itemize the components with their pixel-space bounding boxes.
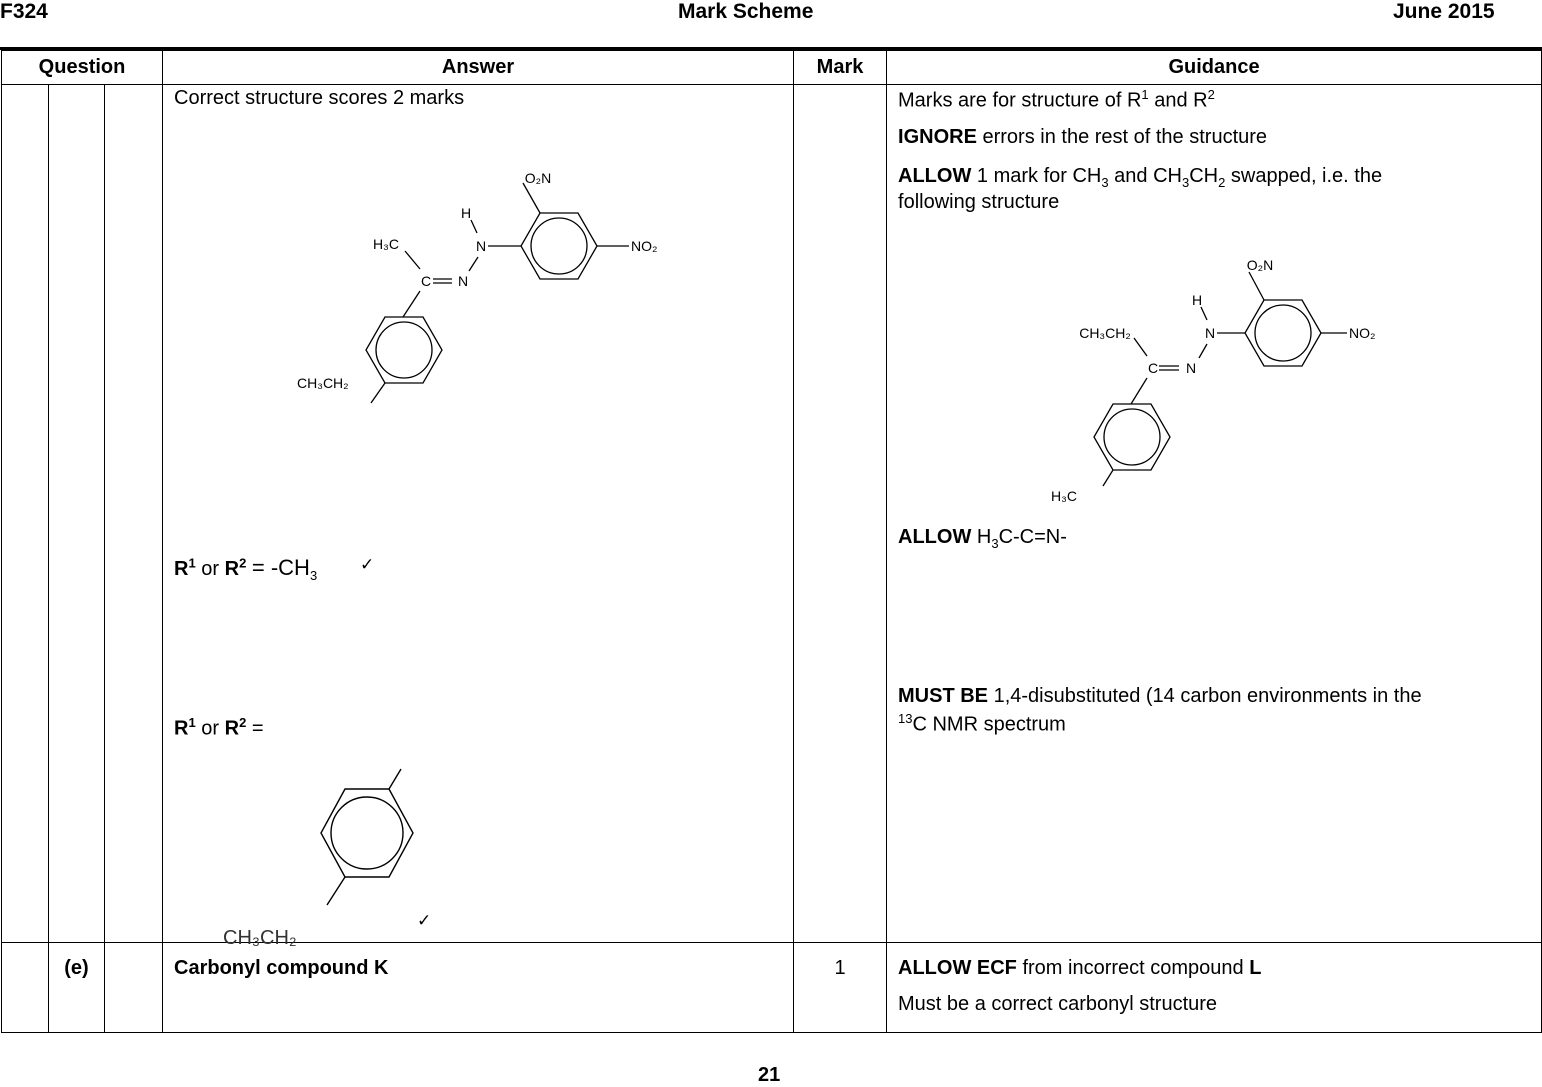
mol2-ch3ch2: CH₃CH₂ xyxy=(1079,325,1131,341)
r1-or-r2-ch3: $R^1$ or $R^2 = -CH_3$ xyxy=(174,555,318,583)
answer-intro: Correct structure scores 2 marks xyxy=(174,87,465,109)
guidance-cell xyxy=(887,85,1542,943)
part-label: (e) xyxy=(49,943,105,1033)
column-mark: Mark xyxy=(794,51,887,85)
column-guidance: Guidance xyxy=(887,51,1542,85)
mol2-no2: NO₂ xyxy=(1349,325,1376,341)
ring-ch3ch2: CH₃CH₂ xyxy=(223,927,297,949)
table-row xyxy=(2,943,1542,1033)
answer-carbonyl: Carbonyl compound K xyxy=(163,943,794,1033)
column-question: Question xyxy=(2,51,163,85)
mol2-h3c: H₃C xyxy=(1051,488,1077,504)
mol1-h: H xyxy=(460,205,472,221)
mol1-o2n: O₂N xyxy=(524,170,552,186)
swapped-structure-molecule xyxy=(1037,210,1437,490)
mol1-ch3ch2: CH₃CH₂ xyxy=(297,375,349,391)
guidance-ignore: IGNORE errors in the rest of the structure xyxy=(898,126,1268,148)
guidance-allow-swap: ALLOW 1 mark for $CH_3$ and $CH_3CH_2$ swapped, i.e. the xyxy=(898,165,1383,190)
mol1-n-top: N xyxy=(475,238,487,254)
guidance-line1: Marks are for structure of $R^1$ and $R^2$ xyxy=(898,87,1215,112)
guidance-must-be: MUST BE 1,4-disubstituted (14 carbon environments in the xyxy=(898,685,1422,707)
mol2-o2n: O₂N xyxy=(1246,257,1274,273)
table-row xyxy=(2,85,1542,943)
guidance-ecf: ALLOW ECF from incorrect compound L Must be a correct carbonyl structure xyxy=(887,943,1542,1033)
mol1-n-bottom: N xyxy=(457,273,469,289)
guidance-nmr: $^{13}$C NMR spectrum xyxy=(898,711,1066,736)
ethylphenyl-structure xyxy=(263,765,503,945)
tick-2: ✓ xyxy=(417,911,432,930)
r1-or-r2-ring: $R^1$ or $R^2$ = xyxy=(174,715,264,740)
tick-1: ✓ xyxy=(360,555,375,574)
mol2-n-top: N xyxy=(1204,325,1216,341)
mark-value: 1 xyxy=(794,943,887,1033)
mol1-no2: NO₂ xyxy=(631,238,658,254)
header-code: F324 xyxy=(0,0,48,23)
mol1-c: C xyxy=(420,273,432,289)
guidance-following: following structure xyxy=(898,191,1060,213)
answer-cell xyxy=(163,85,794,949)
mol2-n-bottom: N xyxy=(1185,360,1197,376)
column-answer: Answer xyxy=(163,51,794,85)
guidance-allow-h3c: ALLOW $H_3C-C=N-$ xyxy=(898,526,1067,551)
mark-scheme-table xyxy=(1,50,1542,1033)
header-title: Mark Scheme xyxy=(678,0,814,23)
header-date: June 2015 xyxy=(1393,0,1495,23)
page-number: 21 xyxy=(758,1064,781,1086)
table-header-row xyxy=(2,51,1542,85)
mol1-h3c: H₃C xyxy=(373,236,399,252)
mol2-c: C xyxy=(1147,360,1159,376)
mol2-h: H xyxy=(1191,292,1203,308)
correct-structure-molecule xyxy=(283,125,683,405)
